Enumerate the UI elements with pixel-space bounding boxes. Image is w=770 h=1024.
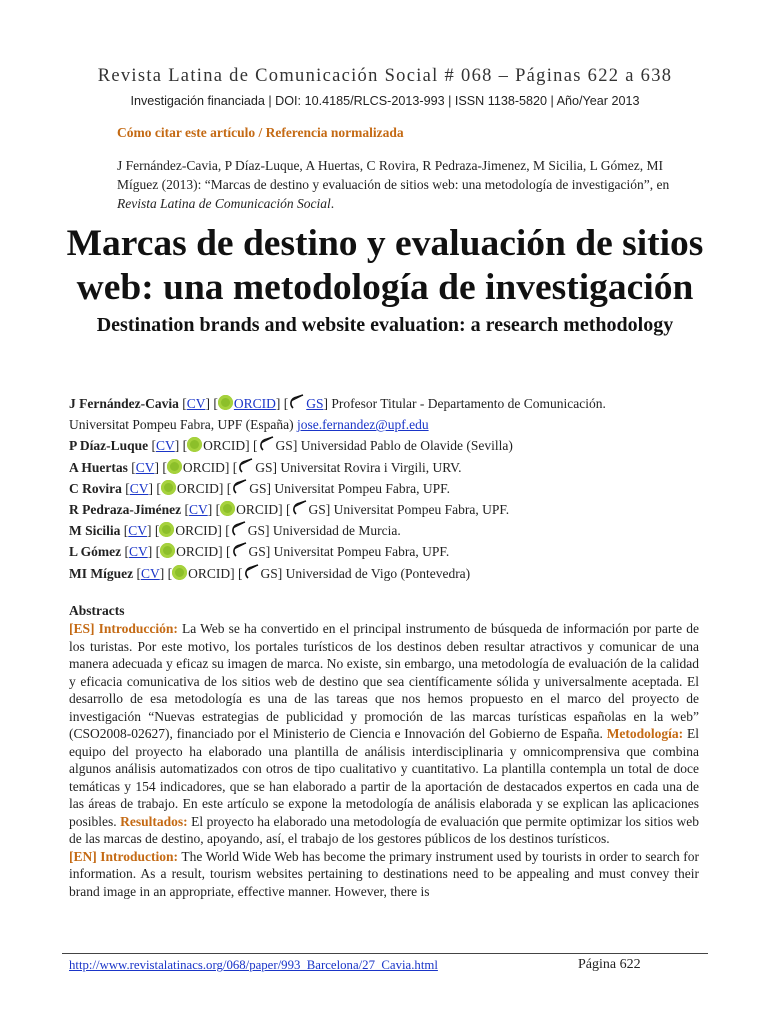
author-entry: A Huertas [CV] [ ORCID] [ GS] Universitat Rovira i Virgili, URV. <box>69 459 462 475</box>
gs-label: GS <box>308 502 326 518</box>
author-entry-continued <box>69 414 709 435</box>
citation-end: . <box>330 196 335 211</box>
gs-label: GS <box>255 459 273 475</box>
journal-header: Revista Latina de Comunicación Social # 068 – Páginas 622 a 638 <box>97 66 673 86</box>
orcid-label: ORCID <box>236 502 279 518</box>
orcid-icon <box>218 395 233 410</box>
orcid-label: ORCID <box>182 459 225 475</box>
orcid-icon <box>159 522 174 537</box>
author-affiliation: Universitat Rovira i Virgili, URV. <box>280 459 462 475</box>
es-method-label: Metodología: <box>606 726 684 741</box>
gs-label: GS <box>260 565 278 581</box>
orcid-icon <box>161 480 176 495</box>
google-scholar-icon <box>231 479 249 495</box>
orcid-icon <box>187 437 202 452</box>
author-entry: L Gómez [CV] [ ORCID] [ GS] Universitat Pompeu Fabra, UPF. <box>69 544 450 560</box>
google-scholar-icon <box>288 394 306 410</box>
orcid-label: ORCID <box>176 544 219 560</box>
orcid-link[interactable]: ORCID <box>233 396 276 411</box>
citation-text <box>117 156 677 213</box>
abstract-en <box>69 848 699 901</box>
es-results-label: Resultados: <box>120 813 188 829</box>
es-method-text: El equipo del proyecto ha elaborado una plantilla de análisis interdisciplinaria y omnicomprensiva que combina algunos análisis automatizados con otros de tipo cualitativo y cuantitativo. La plantilla contempla un total de doce temáticas y 154 indicadores, que se han elaborado a partir de la aportación de destacados expertos en cada una de las áreas de trabajo. En este artículo se expone la metodología de análisis elaborada y se explican las aplicaciones posibles. <box>69 726 699 829</box>
gs-label: GS <box>249 480 267 496</box>
author-entry: C Rovira [CV] [ ORCID] [ GS] Universitat Pompeu Fabra, UPF. <box>69 480 450 496</box>
cv-link[interactable]: CV <box>129 544 148 560</box>
orcid-label: ORCID <box>203 438 246 454</box>
author-affiliation: Universidad de Murcia. <box>272 523 401 539</box>
es-results-text: El proyecto ha elaborado una metodología de evaluación que permite optimizar los sitios web de las marcas de destino, apoyando, así, el trabajo de los gestores públicos de los destinos turísticos. <box>69 813 699 846</box>
author-affiliation: Universitat Pompeu Fabra, UPF. <box>333 502 510 518</box>
abstract-es <box>69 620 699 848</box>
lang-tag-es: [ES] <box>69 621 95 636</box>
author-affiliation-extra: Universitat Pompeu Fabra, UPF (España) <box>69 417 297 433</box>
orcid-icon <box>220 501 235 516</box>
author-entry: P Díaz-Luque [CV] [ ORCID] [ GS] Universidad Pablo de Olavide (Sevilla) <box>69 438 513 454</box>
author-affiliation: Profesor Titular - Departamento de Comunicación. <box>331 396 606 411</box>
meta-prefix: Investigación financiada | DOI: <box>130 94 305 108</box>
page-number: Página 622 <box>578 957 641 972</box>
abstracts-heading: Abstracts <box>69 603 125 618</box>
cv-link[interactable]: CV <box>135 459 155 475</box>
author-list <box>69 393 709 584</box>
gs-link[interactable]: GS <box>306 396 324 411</box>
es-intro-text: La Web se ha convertido en el principal instrumento de búsqueda de información por parte de los turistas. Por este motivo, los portales turísticos de los destinos deben resultar atractivos y comunicar de una manera adecuada y eficaz su imagen de marca. No existe, sin embargo, una metodología de evaluación de la calidad y eficacia comunicativa de los sitios web de destino que sea científicamente sólida y universalmente aceptada. El desarrollo de esa metodología es una de las tareas que nos hemos propuesto en el marco del proyecto de investigación “Nuevas estrategias de publicidad y promoción de las marcas turísticas españolas en la web” (CSO2008-02627), financiado por el Ministerio de Ciencia e Innovación del Gobierno de España. <box>69 621 700 741</box>
google-scholar-icon <box>230 521 248 537</box>
gs-label: GS <box>247 523 266 539</box>
author-entry: R Pedraza-Jiménez [CV] [ ORCID] [ GS] Universitat Pompeu Fabra, UPF. <box>69 502 510 518</box>
publication-meta <box>0 94 770 108</box>
cv-link[interactable]: CV <box>140 565 160 581</box>
en-intro-label: Introduction: <box>100 848 179 864</box>
author-entry: M Sicilia [CV] [ ORCID] [ GS] Universidad de Murcia. <box>69 523 401 539</box>
gs-label: GS <box>248 544 266 560</box>
cv-link[interactable]: CV <box>129 480 149 496</box>
doi: 10.4185/RLCS-2013-993 <box>304 94 445 108</box>
orcid-icon <box>167 459 182 474</box>
author-name: R Pedraza-Jiménez <box>69 502 182 518</box>
author-affiliation: Universitat Pompeu Fabra, UPF. <box>273 544 450 560</box>
citation-heading: Cómo citar este artículo / Referencia normalizada <box>117 125 404 140</box>
google-scholar-icon <box>243 564 261 580</box>
cv-link[interactable]: CV <box>188 502 208 518</box>
lang-tag-en: [EN] <box>69 848 97 864</box>
citation-body: J Fernández-Cavia, P Díaz-Luque, A Huertas, C Rovira, R Pedraza-Jimenez, M Sicilia, L Gómez, MI Míguez (2013): “Marcas de destino y evaluación de sitios web: una metodología de investigación”, en <box>117 158 670 192</box>
es-intro-label: Introducción: <box>98 621 178 636</box>
cv-link[interactable]: CV <box>156 438 175 454</box>
article-title: Marcas de destino y evaluación de sitios web: una metodología de investigación <box>66 223 704 308</box>
author-name: M Sicilia <box>69 523 121 539</box>
citation-journal: Revista Latina de Comunicación Social <box>117 196 331 211</box>
orcid-label: ORCID <box>175 523 218 539</box>
en-intro-text: The World Wide Web has become the primary instrument used by tourists in order to search for information. As a result, tourism websites pertaining to destinations need to be appealing and must convey their brand image in an appropriate, effective manner. However, there is <box>69 848 700 899</box>
author-affiliation: Universitat Pompeu Fabra, UPF. <box>274 480 450 496</box>
google-scholar-icon <box>231 542 249 558</box>
author-entry: J Fernández-Cavia [CV] [ ORCID] [ GS] Profesor Titular - Departamento de Comunicación. <box>69 396 606 411</box>
footer-divider <box>62 953 708 954</box>
author-affiliation: Universidad de Vigo (Pontevedra) <box>285 565 471 581</box>
article-subtitle: Destination brands and website evaluation: a research methodology <box>96 314 674 336</box>
orcid-icon <box>172 565 187 580</box>
cv-link[interactable]: CV <box>186 396 206 411</box>
google-scholar-icon <box>291 500 309 516</box>
author-name: C Rovira <box>69 480 122 496</box>
google-scholar-icon <box>237 458 255 474</box>
orcid-label: ORCID <box>176 480 219 496</box>
orcid-icon <box>160 543 175 558</box>
cv-link[interactable]: CV <box>128 523 148 539</box>
author-entry: MI Míguez [CV] [ ORCID] [ GS] Universidad de Vigo (Pontevedra) <box>69 565 471 581</box>
author-affiliation: Universidad Pablo de Olavide (Sevilla) <box>300 438 513 454</box>
author-name: L Gómez <box>69 544 122 560</box>
meta-suffix: | ISSN 1138-5820 | Año/Year 2013 <box>444 94 640 108</box>
author-email-link[interactable]: jose.fernandez@upf.edu <box>296 417 429 433</box>
orcid-label: ORCID <box>188 565 231 581</box>
author-name: A Huertas <box>69 459 128 475</box>
google-scholar-icon <box>258 436 276 452</box>
author-name: MI Míguez <box>69 565 134 581</box>
author-name: J Fernández-Cavia <box>69 396 179 411</box>
article-url-link[interactable]: http://www.revistalatinacs.org/068/paper/993_Barcelona/27_Cavia.html <box>69 958 438 972</box>
author-name: P Díaz-Luque <box>69 438 149 454</box>
abstract-body <box>69 620 699 900</box>
gs-label: GS <box>275 438 293 454</box>
